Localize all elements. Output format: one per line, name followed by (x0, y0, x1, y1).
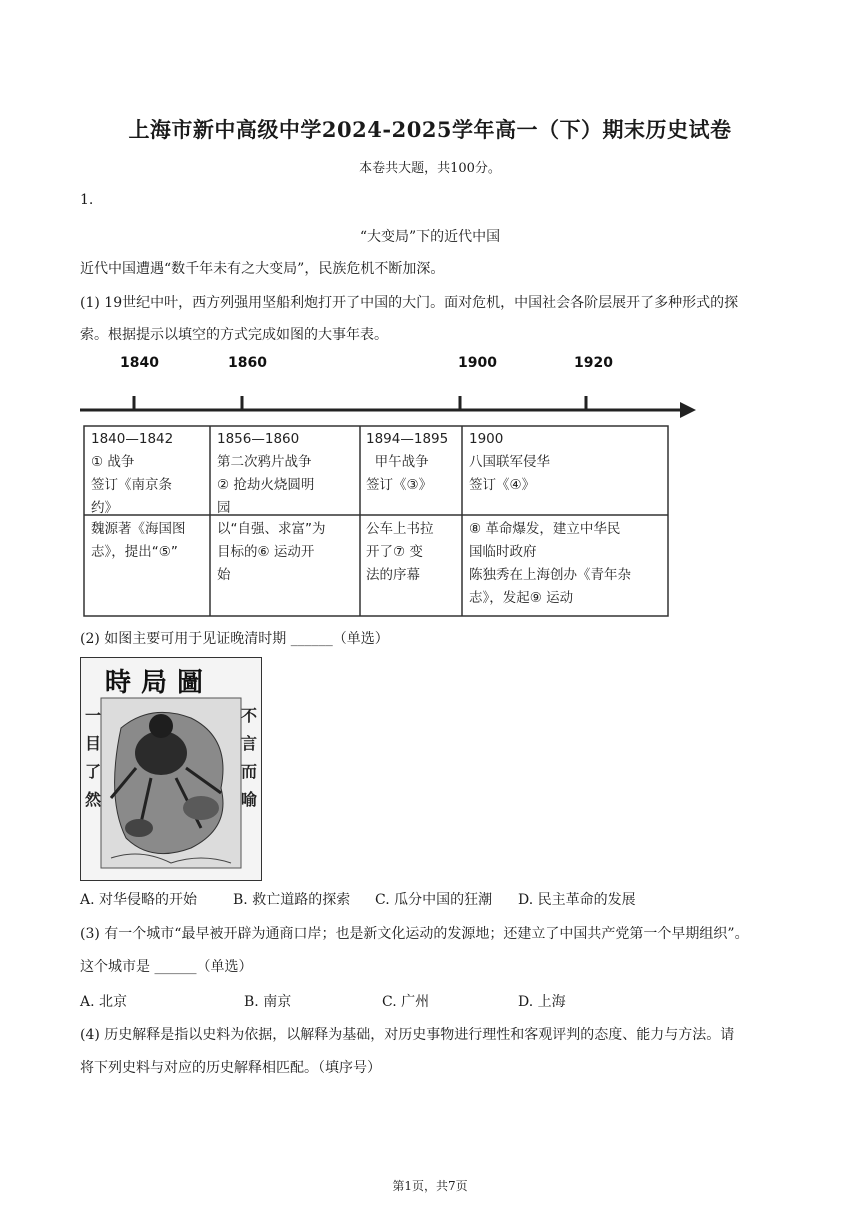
question-heading: “大变局”下的近代中国 (359, 229, 501, 245)
q3-text-line1: (3) 有一个城市“最早被开辟为通商口岸；也是新文化运动的发源地；还建立了中国共产党第一个早期组织”。 (80, 926, 749, 942)
q1-text-line1: (1) 19世纪中叶，西方列强用坚船利炮打开了中国的大门。面对危机，中国社会各阶层展开了多种形式的探 (80, 295, 739, 311)
timeline-cell-top-2: 1856—1860 第二次鸦片战争 ② 抢劫火烧圆明 园 (217, 431, 315, 516)
q1-text-line2: 索。根据提示以填空的方式完成如图的大事年表。 (80, 327, 388, 343)
question-number: 1. (80, 192, 94, 208)
timeline-cell-top-3: 1894—1895 甲午战争 签订《③》 (366, 431, 449, 493)
q2-options (80, 889, 780, 909)
timeline-cell-bottom-4: ⑧ 革命爆发，建立中华民 国临时政府 陈独秀在上海创办《青年杂 志》，发起⑨ 运动 (469, 521, 631, 606)
timeline-year: 1840 (120, 355, 159, 371)
cartoon-right-caption: 不 言 而 喻 (241, 706, 258, 809)
timeline-figure (80, 350, 700, 622)
option-d[interactable]: D. 上海 (518, 994, 566, 1010)
option-a[interactable]: A. 北京 (80, 994, 128, 1010)
option-b[interactable]: B. 救亡道路的探索 (233, 892, 351, 908)
timeline-year: 1860 (228, 355, 267, 371)
exam-subtitle: 本卷共大题，共100分。 (359, 161, 501, 176)
timeline-cell-bottom-3: 公车上书拉 开了⑦ 变 法的序幕 (366, 521, 434, 583)
timeline-cell-bottom-1: 魏源著《海国图 志》，提出“⑤” (91, 521, 186, 560)
timeline-year: 1900 (458, 355, 497, 371)
q4-text-line2: 将下列史料与对应的历史解释相匹配。（填序号） (80, 1060, 381, 1076)
cartoon-image (80, 657, 262, 881)
page-footer: 第1页，共7页 (392, 1179, 468, 1193)
q3-text-line2: 这个城市是 ______（单选） (80, 959, 253, 975)
question-intro: 近代中国遭遇“数千年未有之大变局”，民族危机不断加深。 (80, 261, 445, 277)
q2-text: (2) 如图主要可用于见证晚清时期 ______（单选） (80, 631, 389, 647)
q4-text-line1: (4) 历史解释是指以史料为依据，以解释为基础，对历史事物进行理性和客观评判的态度、能力与方法。请 (80, 1027, 735, 1043)
timeline-year: 1920 (574, 355, 613, 371)
page-title: 上海市新中高级中学2024-2025学年高一（下）期末历史试卷 (128, 117, 732, 142)
timeline-cell-bottom-2: 以“自强、求富”为 目标的⑥ 运动开 始 (217, 521, 326, 583)
option-c[interactable]: C. 广州 (382, 994, 430, 1010)
option-b[interactable]: B. 南京 (244, 994, 292, 1010)
option-c[interactable]: C. 瓜分中国的狂潮 (375, 892, 493, 908)
option-d[interactable]: D. 民主革命的发展 (518, 892, 636, 908)
option-a[interactable]: A. 对华侵略的开始 (80, 892, 198, 908)
cartoon-drawing (81, 658, 261, 880)
q3-options (80, 991, 780, 1011)
cartoon-title: 時局圖 (105, 668, 214, 698)
cartoon-left-caption: 一 目 了 然 (85, 706, 102, 809)
timeline-cell-top-1: 1840—1842 ① 战争 签订《南京条 约》 (91, 431, 174, 516)
timeline-cell-top-4: 1900 八国联军侵华 签订《④》 (469, 431, 550, 493)
